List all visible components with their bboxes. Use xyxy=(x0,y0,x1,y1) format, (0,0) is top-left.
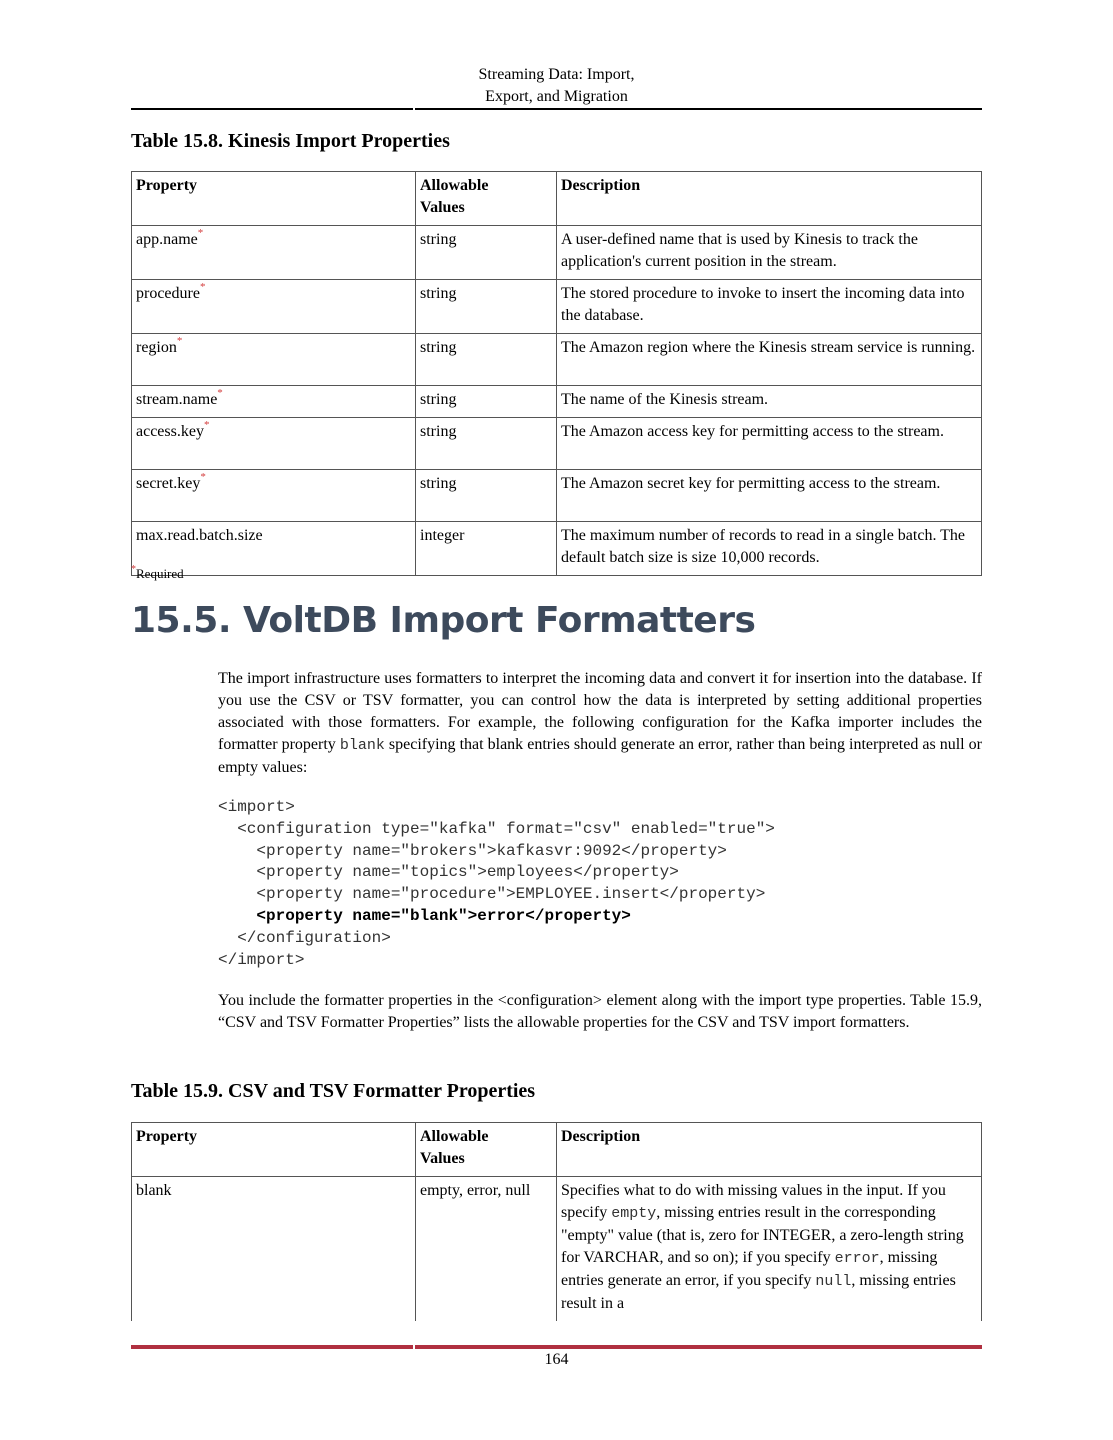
code-line: <configuration type="kafka" format="csv" enabled="true"> xyxy=(218,819,775,838)
header-line-2: Export, and Migration xyxy=(485,88,628,105)
table-row xyxy=(132,334,982,386)
table-15-8-caption: Table 15.8. Kinesis Import Properties xyxy=(131,130,450,152)
required-footnote: *Required xyxy=(131,563,184,581)
kinesis-import-properties-table xyxy=(131,171,982,576)
required-asterisk-icon: * xyxy=(217,386,223,399)
code-line-highlighted: <property name="blank">error</property> xyxy=(218,906,631,925)
property-cell: stream.name* xyxy=(132,386,416,418)
values-cell: string xyxy=(416,418,557,470)
code-line: </configuration> xyxy=(218,928,391,947)
code-example xyxy=(218,797,775,971)
column-header-property: Property xyxy=(132,1123,416,1177)
required-asterisk-icon: * xyxy=(197,226,204,239)
page-number: 164 xyxy=(544,1351,569,1368)
table-header-row xyxy=(132,1123,982,1177)
code-line: <property name="procedure">EMPLOYEE.insert</property> xyxy=(218,885,766,904)
description-cell: The Amazon region where the Kinesis stream service is running. xyxy=(557,334,982,386)
table-row xyxy=(132,470,982,522)
table-row xyxy=(132,226,982,280)
footer-rule xyxy=(131,1345,982,1349)
values-cell: string xyxy=(416,386,557,418)
code-line: </import> xyxy=(218,950,305,969)
header-line-1: Streaming Data: Import, xyxy=(478,66,635,83)
description-cell: The Amazon access key for permitting access to the stream. xyxy=(557,418,982,470)
column-header-allowable-values: Allowable Values xyxy=(416,1123,557,1177)
values-cell: string xyxy=(416,470,557,522)
property-cell: procedure* xyxy=(132,280,416,334)
property-cell: app.name* xyxy=(132,226,416,280)
table-row xyxy=(132,386,982,418)
required-asterisk-icon: * xyxy=(200,470,206,483)
inline-code: blank xyxy=(339,737,385,754)
section-title: 15.5. VoltDB Import Formatters xyxy=(131,600,756,641)
required-asterisk-icon: * xyxy=(131,563,136,575)
column-header-description: Description xyxy=(557,172,982,226)
description-cell: The name of the Kinesis stream. xyxy=(557,386,982,418)
values-cell: string xyxy=(416,334,557,386)
table-header-row xyxy=(132,172,982,226)
table-row xyxy=(132,280,982,334)
required-asterisk-icon: * xyxy=(199,280,206,293)
property-cell: access.key* xyxy=(132,418,416,470)
code-line: <property name="topics">employees</property> xyxy=(218,863,679,882)
property-cell: blank xyxy=(132,1177,416,1322)
description-cell: The maximum number of records to read in a single batch. The default batch size is size 10,000 records. xyxy=(557,522,982,576)
table-row xyxy=(132,1177,982,1322)
column-header-description: Description xyxy=(557,1123,982,1177)
property-cell: secret.key* xyxy=(132,470,416,522)
intro-paragraph: The import infrastructure uses formatters to interpret the incoming data and convert it for insertion into the database. If you use the CSV or TSV formatter, you can control how the data is interpreted by setting additional properties associated with those formatters. For example, the following configuration for the Kafka importer includes the formatter property blank specifying that blank entries should generate an error, rather than being interpreted as null or empty values: xyxy=(218,670,982,776)
header-rule xyxy=(131,108,982,111)
values-cell: integer xyxy=(416,522,557,576)
description-cell: The stored procedure to invoke to insert the incoming data into the database. xyxy=(557,280,982,334)
property-cell: region* xyxy=(132,334,416,386)
description-cell: A user-defined name that is used by Kinesis to track the application's current position in the stream. xyxy=(557,226,982,280)
csv-tsv-formatter-properties-table xyxy=(131,1122,982,1321)
values-cell: empty, error, null xyxy=(416,1177,557,1322)
required-asterisk-icon: * xyxy=(203,418,210,431)
formatter-paragraph: You include the formatter properties in the <configuration> element along with the import type properties. Table 15.9, “CSV and TSV Formatter Properties” lists the allowable properties for the CSV and TSV import formatters. xyxy=(218,992,982,1031)
code-line: <import> xyxy=(218,798,295,816)
table-row xyxy=(132,522,982,576)
code-line: <property name="brokers">kafkasvr:9092</property> xyxy=(218,841,727,860)
column-header-property: Property xyxy=(132,172,416,226)
required-asterisk-icon: * xyxy=(176,334,183,347)
table-15-9-caption: Table 15.9. CSV and TSV Formatter Properties xyxy=(131,1080,536,1102)
column-header-allowable-values: Allowable Values xyxy=(416,172,557,226)
description-cell: The Amazon secret key for permitting access to the stream. xyxy=(557,470,982,522)
table-row xyxy=(132,418,982,470)
description-cell: Specifies what to do with missing values in the input. If you specify empty, missing entries result in the corresponding "empty" value (that is, zero for INTEGER, a zero-length string for VARCHAR, and so on); if you specify error, missing entries generate an error, if you specify null, missing entries result in a xyxy=(557,1177,982,1322)
page-header xyxy=(131,64,982,108)
property-cell: max.read.batch.size xyxy=(132,522,416,576)
values-cell: string xyxy=(416,280,557,334)
values-cell: string xyxy=(416,226,557,280)
